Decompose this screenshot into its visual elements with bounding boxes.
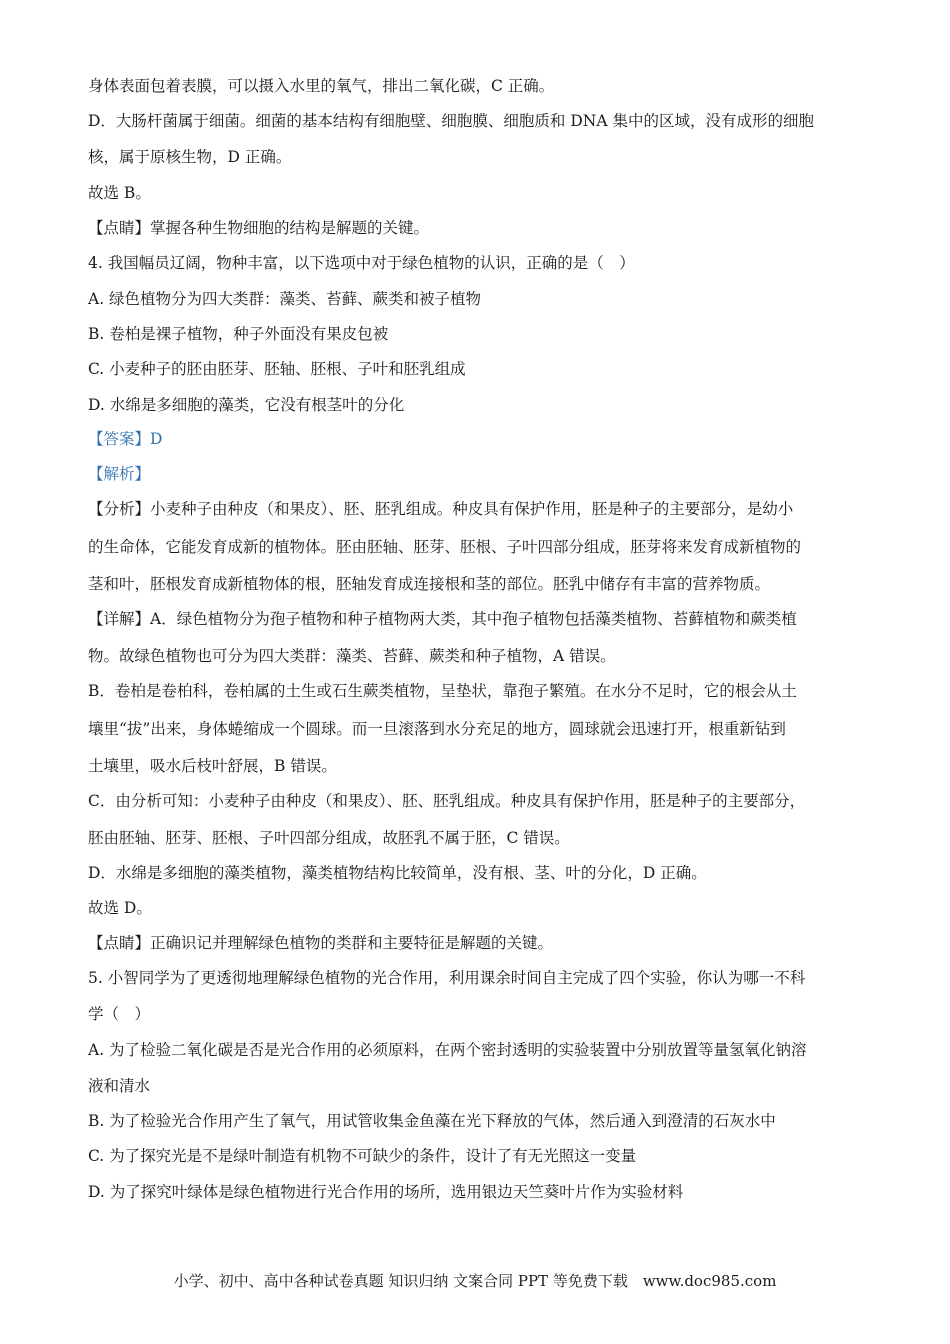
page-footer: 小学、初中、高中各种试卷真题 知识归纳 文案合同 PPT 等免费下载 www.doc985.com	[173, 1272, 777, 1290]
text-line: 液和清水	[88, 1077, 151, 1095]
option-b: B. 卷柏是裸子植物，种子外面没有果皮包被	[88, 325, 389, 343]
option-d: D. 水绵是多细胞的藻类，它没有根茎叶的分化	[88, 396, 405, 414]
option-c: C. 小麦种子的胚由胚芽、胚轴、胚根、子叶和胚乳组成	[88, 360, 466, 378]
text-line: 的生命体，它能发育成新的植物体。胚由胚轴、胚芽、胚根、子叶四部分组成，胚芽将来发育成新植物的	[88, 538, 802, 556]
text-line: 故选 D。	[88, 899, 152, 917]
analysis-heading: 【解析】	[88, 465, 151, 483]
answer-line: 【答案】D	[88, 430, 163, 448]
text-line: 故选 B。	[88, 184, 151, 202]
option-a: A. 为了检验二氧化碳是否是光合作用的必须原料，在两个密封透明的实验装置中分别放置等量氢氧化钠溶	[88, 1041, 807, 1059]
text-line: B．卷柏是卷柏科，卷柏属的土生或石生蕨类植物，呈垫状，靠孢子繁殖。在水分不足时，它的根会从土	[88, 682, 797, 700]
question-5-stem: 5. 小智同学为了更透彻地理解绿色植物的光合作用，利用课余时间自主完成了四个实验，你认为哪一不科	[88, 969, 806, 987]
text-line: 【点睛】正确识记并理解绿色植物的类群和主要特征是解题的关键。	[88, 934, 554, 952]
question-4-stem: 4. 我国幅员辽阔，物种丰富，以下选项中对于绿色植物的认识，正确的是（ ）	[88, 254, 635, 272]
text-line: D．水绵是多细胞的藻类植物，藻类植物结构比较简单，没有根、茎、叶的分化，D 正确。	[88, 864, 707, 882]
text-line: 壤里“拔”出来，身体蜷缩成一个圆球。而一旦滚落到水分充足的地方，圆球就会迅速打开，根重新钻到	[88, 720, 786, 738]
text-line: 茎和叶，胚根发育成新植物体的根，胚轴发育成连接根和茎的部位。胚乳中储存有丰富的营养物质。	[88, 575, 771, 593]
text-line: 土壤里，吸水后枝叶舒展，B 错误。	[88, 757, 337, 775]
option-d: D. 为了探究叶绿体是绿色植物进行光合作用的场所，选用银边天竺葵叶片作为实验材料	[88, 1183, 684, 1201]
text-line: 【点睛】掌握各种生物细胞的结构是解题的关键。	[88, 219, 430, 237]
text-line: D．大肠杆菌属于细菌。细菌的基本结构有细胞壁、细胞膜、细胞质和 DNA 集中的区域，没有成形的细胞	[88, 112, 814, 130]
text-line: 物。故绿色植物也可分为四大类群：藻类、苔藓、蕨类和种子植物，A 错误。	[88, 647, 616, 665]
option-a: A. 绿色植物分为四大类群：藻类、苔藓、蕨类和被子植物	[88, 290, 482, 308]
text-line: 【分析】小麦种子由种皮（和果皮）、胚、胚乳组成。种皮具有保护作用，胚是种子的主要部分，是幼小	[88, 500, 794, 518]
option-c: C. 为了探究光是不是绿叶制造有机物不可缺少的条件，设计了有无光照这一变量	[88, 1147, 637, 1165]
text-line: 胚由胚轴、胚芽、胚根、子叶四部分组成，故胚乳不属于胚，C 错误。	[88, 829, 570, 847]
text-line: C．由分析可知：小麦种子由种皮（和果皮）、胚、胚乳组成。种皮具有保护作用，胚是种子的主要部分，	[88, 792, 806, 810]
option-b: B. 为了检验光合作用产生了氧气，用试管收集金鱼藻在光下释放的气体，然后通入到澄清的石灰水中	[88, 1112, 776, 1130]
text-line: 核，属于原核生物，D 正确。	[88, 148, 292, 166]
text-line: 身体表面包着表膜，可以摄入水里的氧气，排出二氧化碳，C 正确。	[88, 77, 555, 95]
text-line: 学（ ）	[88, 1005, 151, 1023]
text-line: 【详解】A．绿色植物分为孢子植物和种子植物两大类，其中孢子植物包括藻类植物、苔藓植物和蕨类植	[88, 610, 797, 628]
